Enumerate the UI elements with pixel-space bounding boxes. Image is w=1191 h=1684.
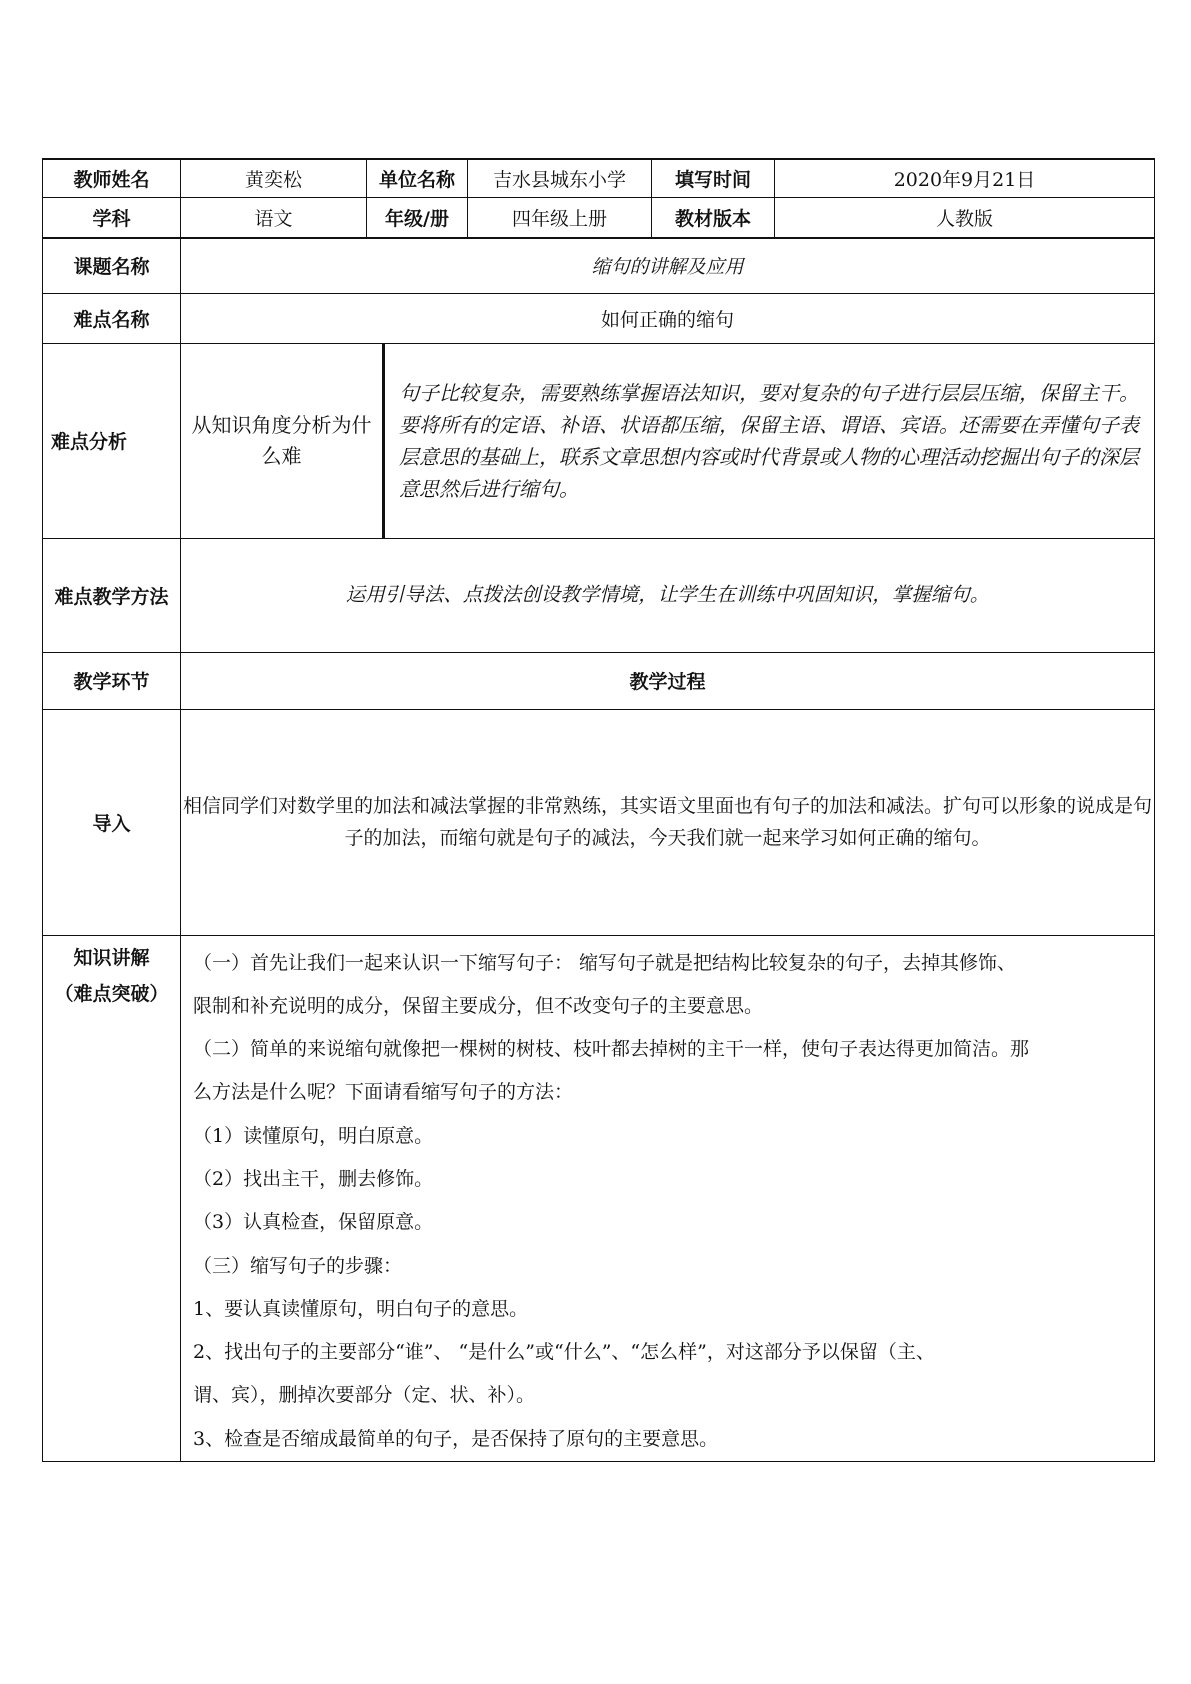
analysis-cell	[181, 343, 1155, 538]
teacher-value: 黄奕松	[181, 159, 367, 197]
method-text: 运用引导法、点拨法创设教学情境，让学生在训练中巩固知识，掌握缩句。	[181, 538, 1155, 652]
subject-label: 学科	[43, 197, 181, 238]
edition-label: 教材版本	[652, 197, 775, 238]
date-value: 2020年9月21日	[775, 159, 1155, 197]
analysis-label: 难点分析	[43, 343, 181, 538]
analysis-row	[43, 343, 1155, 538]
unit-value: 吉水县城东小学	[468, 159, 652, 197]
analysis-angle: 从知识角度分析为什么难	[181, 344, 385, 538]
knowledge-label-line1: 知识讲解	[73, 946, 150, 969]
process-header-row	[43, 652, 1155, 709]
topic-label: 课题名称	[43, 238, 181, 293]
header-row-2	[43, 197, 1155, 238]
knowledge-line: （3）认真检查，保留原意。	[193, 1211, 434, 1234]
knowledge-line: 1、要认真读懂原句，明白句子的意思。	[193, 1297, 529, 1320]
knowledge-content	[181, 935, 1155, 1462]
knowledge-line: （1）读懂原句，明白原意。	[193, 1124, 434, 1147]
knowledge-line: （三）缩写句子的步骤：	[193, 1254, 403, 1277]
knowledge-line: 限制和补充说明的成分，保留主要成分，但不改变句子的主要意思。	[193, 994, 764, 1017]
topic-row	[43, 238, 1155, 293]
knowledge-line: 2、找出句子的主要部分“谁”、 “是什么”或“什么”、“怎么样”，对这部分予以保留（主、	[193, 1341, 935, 1364]
difficulty-label: 难点名称	[43, 293, 181, 343]
grade-value: 四年级上册	[468, 197, 652, 238]
teacher-label: 教师姓名	[43, 159, 181, 197]
knowledge-row	[43, 935, 1155, 1462]
intro-label: 导入	[43, 709, 181, 935]
analysis-text: 句子比较复杂，需要熟练掌握语法知识，要对复杂的句子进行层层压缩，保留主干。要将所有的定语、补语、状语都压缩，保留主语、谓语、宾语。还需要在弄懂句子表层意思的基础上，联系文章思想内容或时代背景或人物的心理活动挖掘出句子的深层意思然后进行缩句。	[399, 380, 1139, 501]
knowledge-line: （一）首先让我们一起来认识一下缩写句子： 缩写句子就是把结构比较复杂的句子，去掉其修饰、	[193, 951, 1017, 974]
process-label: 教学过程	[181, 652, 1155, 709]
knowledge-line: 谓、宾），删掉次要部分（定、状、补）。	[193, 1384, 536, 1407]
method-row	[43, 538, 1155, 652]
difficulty-value: 如何正确的缩句	[181, 293, 1155, 343]
knowledge-line: （2）找出主干，删去修饰。	[193, 1167, 434, 1190]
topic-value: 缩句的讲解及应用	[181, 238, 1155, 293]
knowledge-label	[43, 935, 181, 1462]
subject-value: 语文	[181, 197, 367, 238]
unit-label: 单位名称	[367, 159, 468, 197]
difficulty-row	[43, 293, 1155, 343]
knowledge-line: 3、检查是否缩成最简单的句子，是否保持了原句的主要意思。	[193, 1427, 719, 1450]
header-row-1	[43, 159, 1155, 197]
intro-text: 相信同学们对数学里的加法和减法掌握的非常熟练，其实语文里面也有句子的加法和减法。扩句可以形象的说成是句子的加法，而缩句就是句子的减法，今天我们就一起来学习如何正确的缩句。	[181, 709, 1155, 935]
date-label: 填写时间	[652, 159, 775, 197]
knowledge-line: 么方法是什么呢？下面请看缩写句子的方法：	[193, 1081, 574, 1104]
intro-row	[43, 709, 1155, 935]
stage-label: 教学环节	[43, 652, 181, 709]
method-label: 难点教学方法	[43, 538, 181, 652]
knowledge-label-line2: （难点突破）	[54, 982, 169, 1005]
lesson-plan-table	[42, 158, 1155, 1462]
edition-value: 人教版	[775, 197, 1155, 238]
knowledge-line: （二）简单的来说缩句就像把一棵树的树枝、枝叶都去掉树的主干一样，使句子表达得更加简洁。那	[193, 1038, 1030, 1061]
grade-label: 年级/册	[367, 197, 468, 238]
